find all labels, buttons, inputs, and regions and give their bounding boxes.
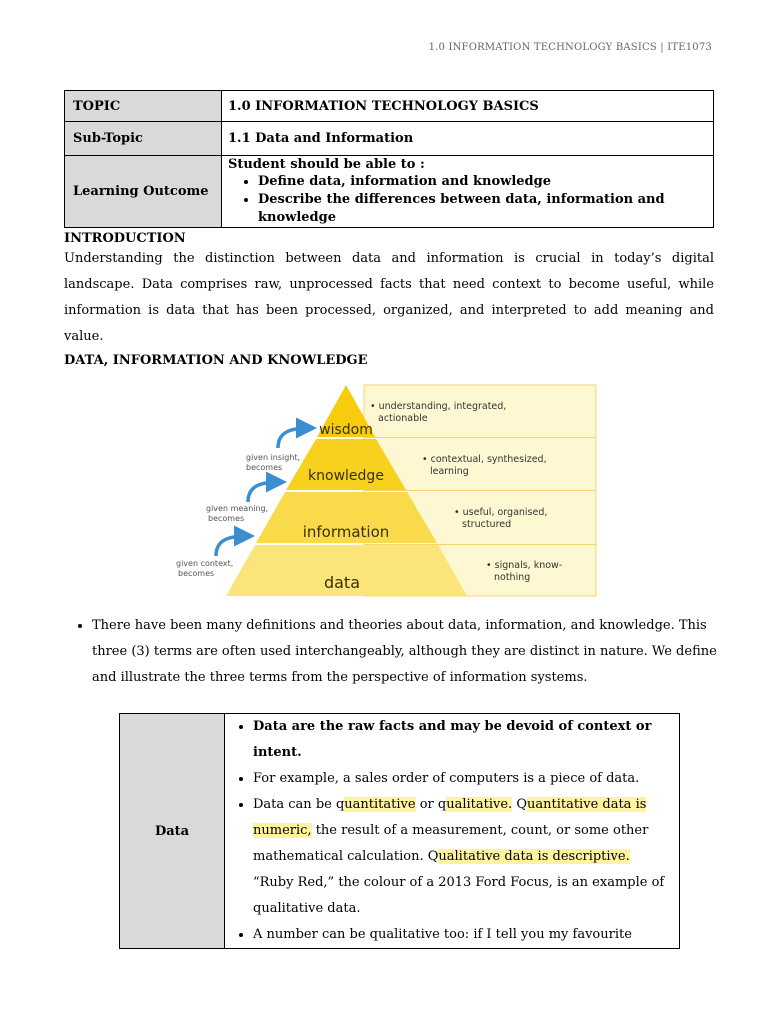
arrow-label-line: becomes [178,569,215,578]
topic-row [65,91,714,122]
wisdom-desc-line: actionable [378,413,428,424]
section-heading: DATA, INFORMATION AND KNOWLEDGE [64,353,368,368]
definitions-bullet-list [72,613,734,691]
wisdom-label: wisdom [319,422,373,438]
data-definition-table [119,713,680,949]
arrow-label-line: given meaning, [206,504,269,513]
text-run: “Ruby Red,” the colour of a 2013 Ford Focus, is an example of qualitative data. [253,875,665,916]
data-bullet: • Data are the raw facts and may be devoid of context or intent. [253,714,671,766]
outcome-item: • Define data, information and knowledge [258,173,707,191]
insight-arrow-icon [278,428,310,448]
information-label: information [302,523,390,541]
text-run: or q [415,797,447,812]
subtopic-row [65,122,714,156]
text-run: the result of a measurement, count, or some other mathematical calculation. Q [253,823,649,864]
data-bullet: • A number can be qualitative too: if I tell you my favourite [253,922,671,948]
data-row-content [225,714,680,949]
outcome-label: Learning Outcome [65,156,222,228]
subtopic-label: Sub-Topic [65,122,222,156]
introduction-heading: INTRODUCTION [64,231,186,246]
arrow-label-line: becomes [246,463,283,472]
highlighted-text: uantitative data is numeric, [253,797,647,838]
data-row [120,714,680,949]
dikw-pyramid-diagram [160,380,600,600]
outcome-row [65,156,714,228]
knowledge-desc-line: learning [430,466,469,477]
data-bullet-list [233,714,671,948]
subtopic-value: 1.1 Data and Information [222,122,714,156]
highlighted-text: uantitative [344,797,416,812]
topic-value: 1.0 INFORMATION TECHNOLOGY BASICS [222,91,714,122]
arrow-label-line: becomes [208,514,245,523]
outcome-value [222,156,714,228]
text-run: Q [512,797,527,812]
outcome-intro: Student should be able to : [228,157,425,172]
data-desc-line: • signals, know- [486,560,563,571]
meaning-arrow-icon [248,482,280,502]
data-row-label: Data [120,714,225,949]
topic-table [64,90,714,228]
data-bullet: • For example, a sales order of computers is a piece of data. [253,766,671,792]
definitions-paragraph: • There have been many definitions and theories about data, information, and knowledge. This three (3) terms are often used interchangeably, although they are distinct in nature. We define and illustrate the three terms from the perspective of information systems. [92,613,734,691]
highlighted-text: ualitative data is descriptive. [438,849,630,864]
arrow-label-line: given insight, [246,453,301,462]
page-header: 1.0 INFORMATION TECHNOLOGY BASICS | ITE1073 [428,42,712,53]
knowledge-label: knowledge [308,468,384,484]
outcome-list [228,173,707,227]
outcome-item: • Describe the differences between data, information and knowledge [258,191,707,227]
information-desc-line: structured [462,519,512,530]
arrow-label-line: given context, [176,559,234,568]
data-bullet-quantitative [253,792,671,922]
topic-label: TOPIC [65,91,222,122]
data-label: data [323,573,361,592]
text-run: Data can be q [253,797,345,812]
knowledge-desc-line: • contextual, synthesized, [422,454,547,465]
highlighted-text: ualitative. [446,797,513,812]
context-arrow-icon [216,536,248,556]
information-desc-line: • useful, organised, [454,507,548,518]
wisdom-desc-line: • understanding, integrated, [370,401,507,412]
data-desc-line: nothing [494,572,531,583]
introduction-paragraph: Understanding the distinction between data and information is crucial in today’s digital landscape. Data comprises raw, unprocessed facts that need context to become useful, while information is data that has been processed, organized, and interpreted to add meaning and value. [64,251,714,344]
